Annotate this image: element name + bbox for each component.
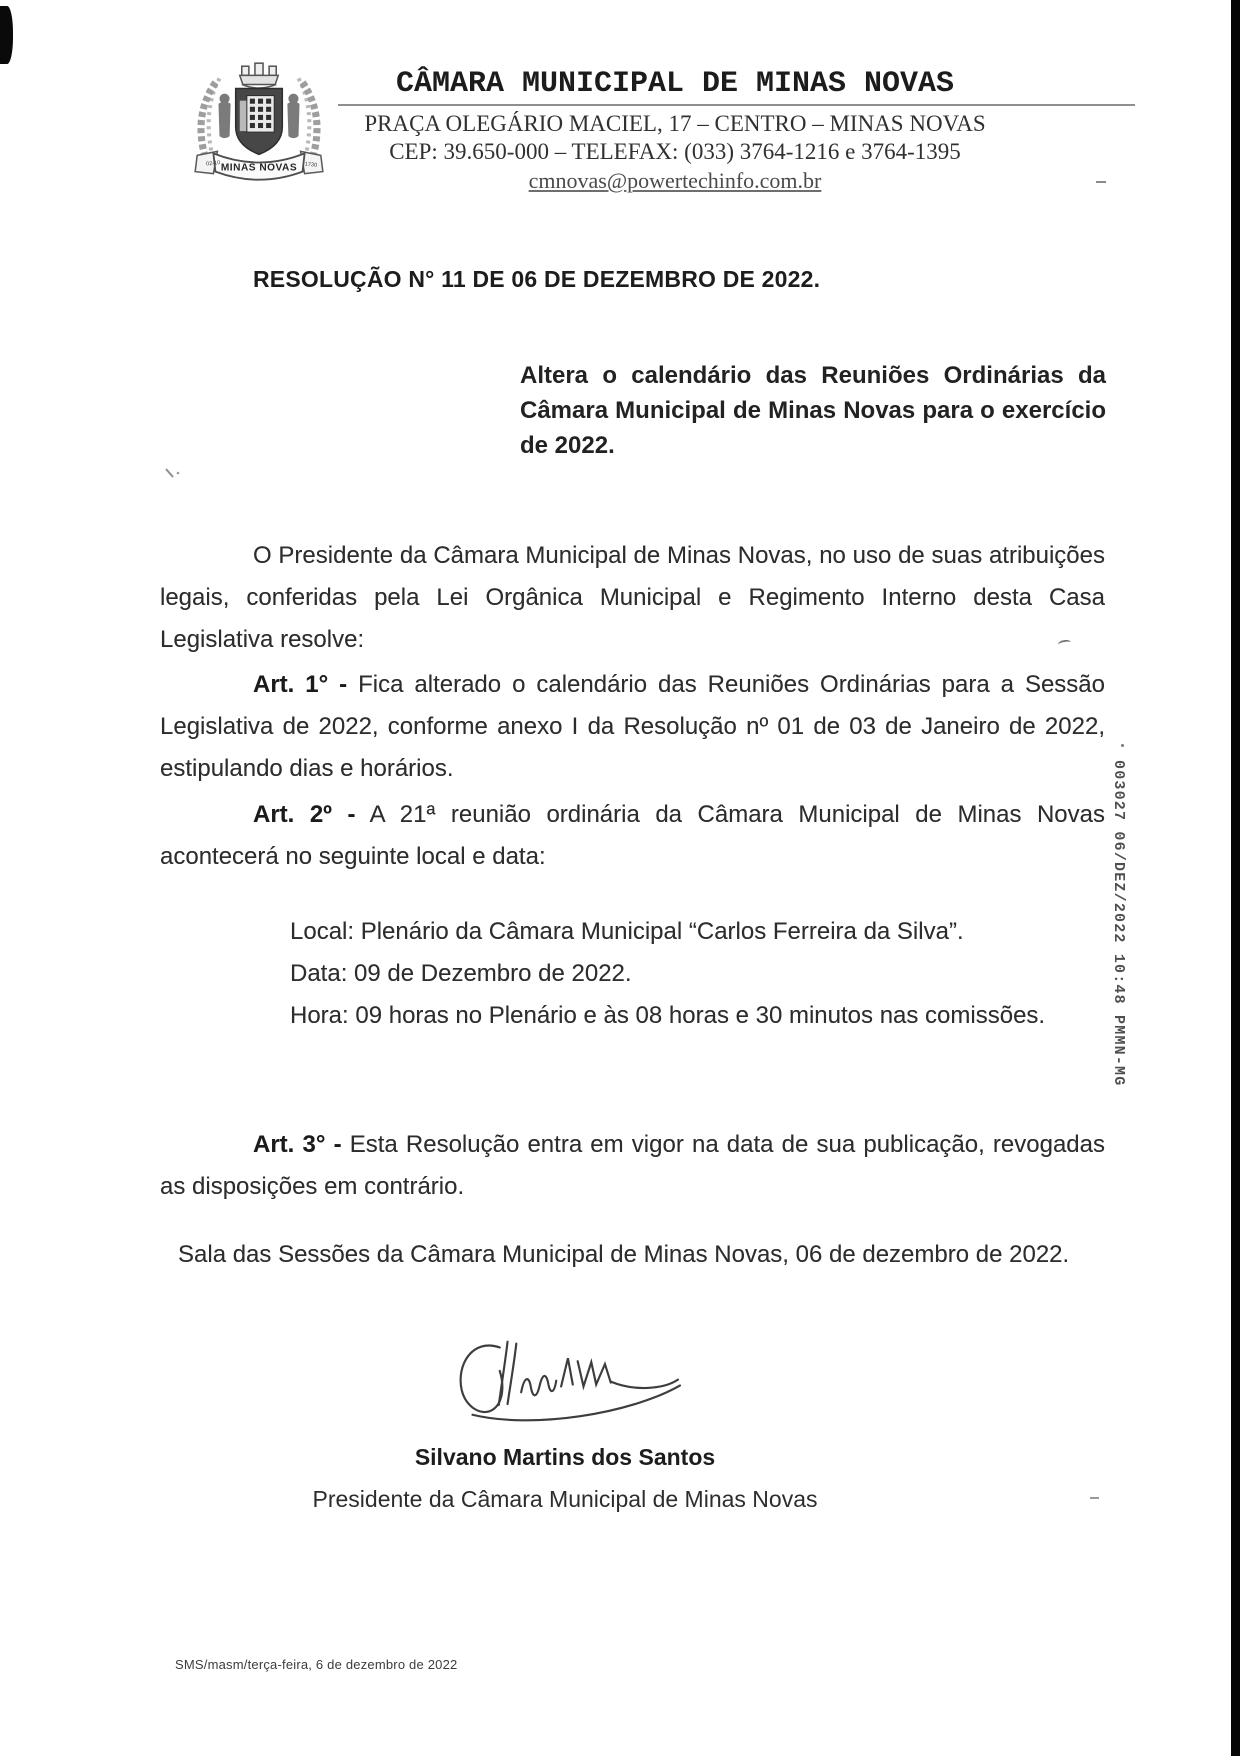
scan-tick-artifact — [164, 466, 182, 482]
email-text: cmnovas@powertechinfo.com.br — [528, 168, 822, 193]
scan-dash-artifact — [1096, 181, 1106, 183]
article-3-label: Art. 3° - — [253, 1131, 342, 1158]
email-line — [305, 168, 1045, 194]
address-line: PRAÇA OLEGÁRIO MACIEL, 17 – CENTRO – MINAS NOVAS — [364, 111, 986, 136]
crest-banner-text: MINAS NOVAS — [220, 162, 298, 174]
article-1-paragraph — [160, 664, 1105, 790]
protocol-stamp: 003027 06/DEZ/2022 10:48 PMMN-MG — [1110, 760, 1127, 1087]
crest-left-date: 02-10 — [205, 160, 221, 168]
footer-note: SMS/masm/terça-feira, 6 de dezembro de 2022 — [175, 1657, 458, 1672]
scan-corner-mark — [0, 6, 13, 64]
crest-crown — [240, 63, 279, 88]
article-3-text: Esta Resolução entra em vigor na data de sua publicação, revogadas as disposições em contrário. — [160, 1131, 1106, 1200]
article-3-paragraph — [160, 1124, 1105, 1208]
resolution-title: RESOLUÇÃO N° 11 DE 06 DE DEZEMBRO DE 2022. — [253, 266, 821, 292]
article-2-label: Art. 2º - — [253, 801, 356, 828]
article-1-label: Art. 1° - — [253, 671, 348, 698]
preamble-paragraph: O Presidente da Câmara Municipal de Minas Novas, no uso de suas atribuições legais, conferidas pela Lei Orgânica Municipal e Regimento Interno desta Casa Legislativa resolve: — [160, 542, 1105, 653]
signer-role: Presidente da Câmara Municipal de Minas Novas — [312, 1486, 818, 1512]
scan-edge-strip — [1231, 0, 1240, 1756]
crest-supporter-right — [287, 94, 299, 139]
scan-dash-artifact — [1090, 1497, 1099, 1499]
article-2-paragraph — [160, 794, 1105, 878]
meeting-data-line: Data: 09 de Dezembro de 2022. — [290, 960, 632, 987]
scan-paren-artifact — [0, 1230, 26, 1290]
signer-name: Silvano Martins dos Santos — [414, 1444, 716, 1470]
meeting-local-line: Local: Plenário da Câmara Municipal “Carlos Ferreira da Silva”. — [290, 918, 964, 945]
org-name: CÂMARA MUNICIPAL DE MINAS NOVAS — [395, 67, 955, 101]
scan-dot-artifact — [1121, 744, 1124, 747]
crest-supporter-left — [218, 94, 230, 139]
article-1-text: Fica alterado o calendário das Reuniões Ordinárias para a Sessão Legislativa de 2022, conforme anexo I da Resolução nº 01 de 03 de Janeiro de 2022, estipulando dias e horários. — [160, 671, 1105, 782]
closing-line: Sala das Sessões da Câmara Municipal de Minas Novas, 06 de dezembro de 2022. — [178, 1241, 1070, 1268]
crest-right-date: 1730 — [304, 161, 318, 169]
signature-scribble — [440, 1330, 690, 1442]
article-2-text: A 21ª reunião ordinária da Câmara Municipal de Minas Novas acontecerá no seguinte local e data: — [160, 801, 1105, 870]
resolution-summary: Altera o calendário das Reuniões Ordinárias da Câmara Municipal de Minas Novas para o exercício de 2022. — [520, 362, 1106, 459]
contact-line: CEP: 39.650-000 – TELEFAX: (033) 3764-1216 e 3764-1395 — [389, 139, 961, 164]
header-divider — [338, 104, 1135, 106]
meeting-hora-line: Hora: 09 horas no Plenário e às 08 horas e 30 minutos nas comissões. — [290, 1002, 1046, 1029]
meeting-details — [290, 911, 1140, 1037]
signature-block — [160, 1330, 970, 1513]
